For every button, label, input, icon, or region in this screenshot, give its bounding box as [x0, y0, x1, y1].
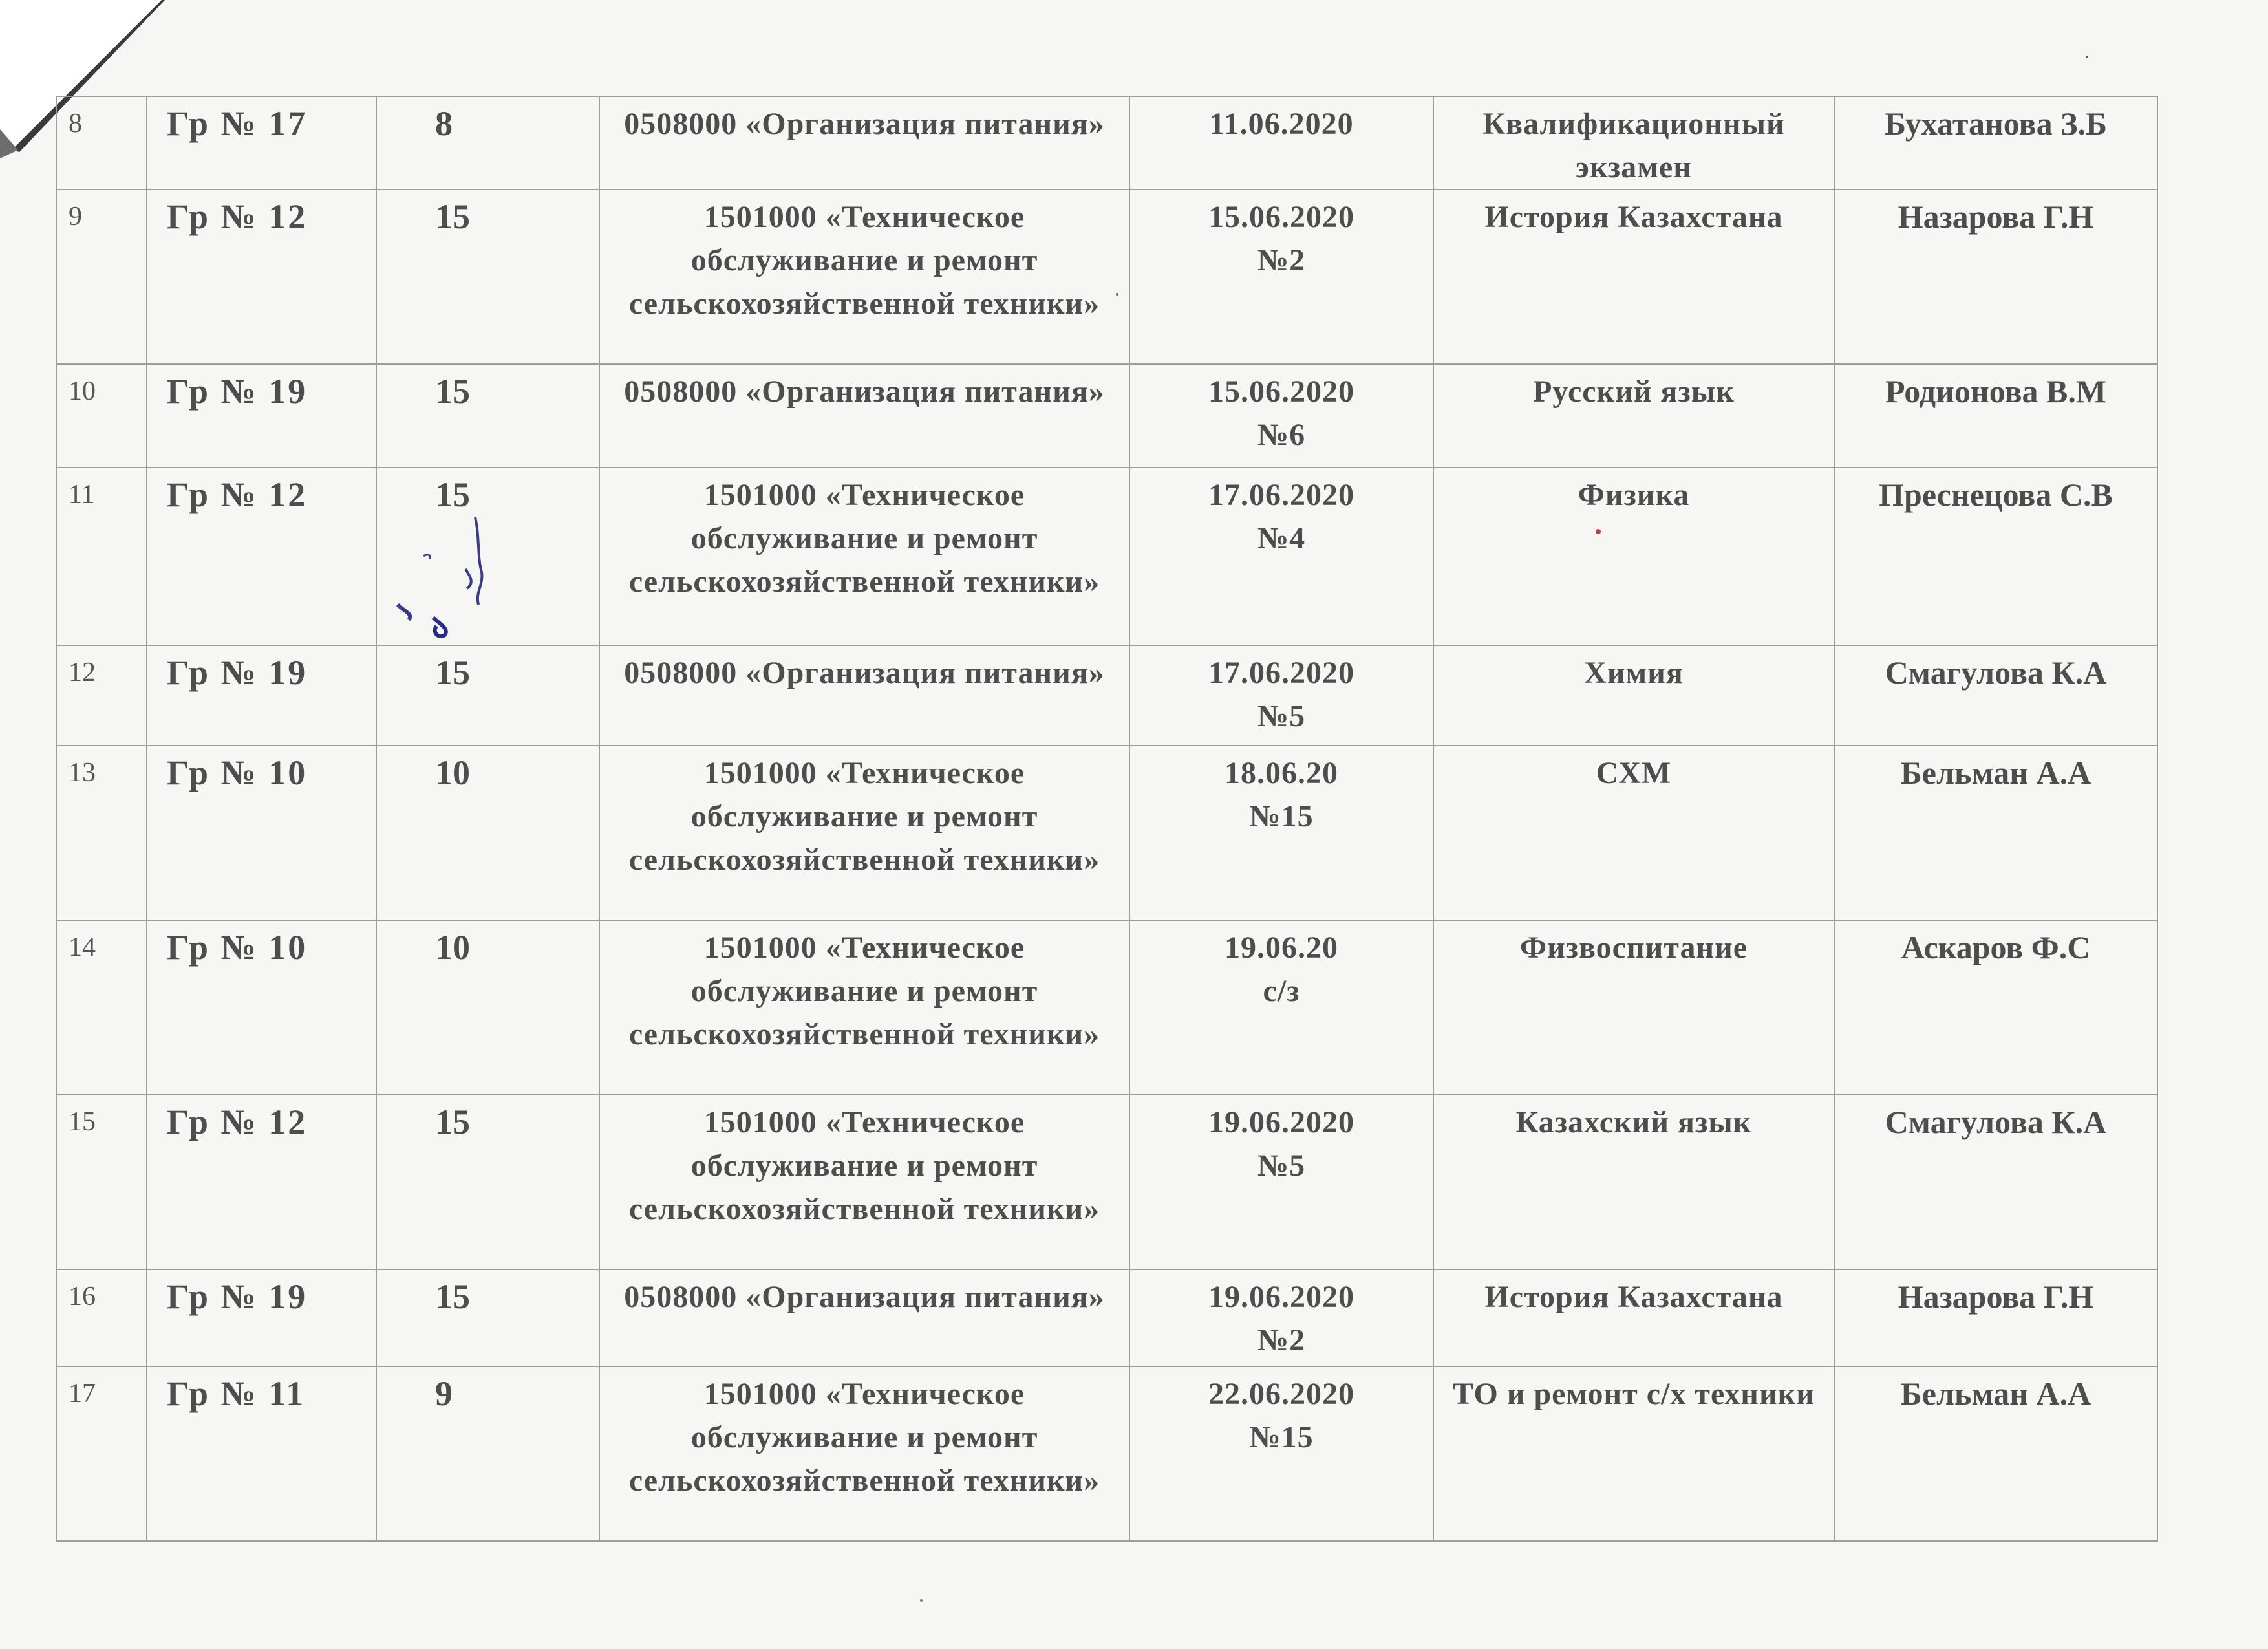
- teacher-cell: Бельман А.А: [1834, 746, 2157, 920]
- subject-cell: Физика: [1433, 468, 1834, 645]
- specialty-cell: 1501000 «Техническое обслуживание и ремонт сельскохозяйственной техники»: [599, 920, 1129, 1095]
- student-count-cell: 15: [376, 468, 599, 645]
- exam-date: 22.06.2020: [1208, 1377, 1354, 1411]
- specialty-cell: 0508000 «Организация питания»: [599, 96, 1129, 189]
- group-cell: Гр № 10: [147, 920, 376, 1095]
- student-count-cell: 15: [376, 1269, 599, 1366]
- table-row: [56, 920, 2157, 1095]
- table-row: [56, 1095, 2157, 1269]
- table-row: [56, 468, 2157, 645]
- student-count-cell: 15: [376, 364, 599, 468]
- exam-room: №2: [1257, 243, 1306, 277]
- teacher-cell: Назарова Г.Н: [1834, 1269, 2157, 1366]
- group-cell: Гр № 19: [147, 1269, 376, 1366]
- row-number: 12: [56, 645, 147, 746]
- exam-date: 11.06.2020: [1209, 107, 1354, 141]
- group-cell: Гр № 12: [147, 189, 376, 364]
- specialty-cell: 1501000 «Техническое обслуживание и ремонт сельскохозяйственной техники»: [599, 1366, 1129, 1541]
- table-row: [56, 189, 2157, 364]
- table-row: [56, 746, 2157, 920]
- row-number: 11: [56, 468, 147, 645]
- subject-cell: СХМ: [1433, 746, 1834, 920]
- exam-date: 19.06.20: [1225, 931, 1338, 965]
- exam-room: №15: [1249, 1420, 1314, 1454]
- exam-room: с/з: [1263, 974, 1300, 1008]
- table-row: [56, 364, 2157, 468]
- table-row: [56, 645, 2157, 746]
- date-cell: [1129, 468, 1433, 645]
- student-count-cell: 10: [376, 746, 599, 920]
- exam-date: 17.06.2020: [1208, 656, 1354, 690]
- teacher-cell: Смагулова К.А: [1834, 1095, 2157, 1269]
- date-cell: [1129, 364, 1433, 468]
- row-number: 14: [56, 920, 147, 1095]
- subject-cell: ТО и ремонт с/х техники: [1433, 1366, 1834, 1541]
- student-count-cell: 8: [376, 96, 599, 189]
- student-count-cell: 15: [376, 189, 599, 364]
- row-number: 13: [56, 746, 147, 920]
- exam-room: №4: [1257, 521, 1306, 555]
- row-number: 17: [56, 1366, 147, 1541]
- date-cell: [1129, 746, 1433, 920]
- row-number: 15: [56, 1095, 147, 1269]
- subject-cell: Химия: [1433, 645, 1834, 746]
- date-cell: [1129, 645, 1433, 746]
- specialty-cell: 0508000 «Организация питания»: [599, 1269, 1129, 1366]
- date-cell: [1129, 1366, 1433, 1541]
- group-cell: Гр № 17: [147, 96, 376, 189]
- date-cell: [1129, 96, 1433, 189]
- teacher-cell: Назарова Г.Н: [1834, 189, 2157, 364]
- group-cell: Гр № 12: [147, 468, 376, 645]
- specialty-cell: 0508000 «Организация питания»: [599, 645, 1129, 746]
- teacher-cell: Смагулова К.А: [1834, 645, 2157, 746]
- table-row: [56, 1366, 2157, 1541]
- teacher-cell: Бельман А.А: [1834, 1366, 2157, 1541]
- group-cell: Гр № 19: [147, 364, 376, 468]
- subject-cell: Русский язык: [1433, 364, 1834, 468]
- row-number: 16: [56, 1269, 147, 1366]
- exam-date: 19.06.2020: [1208, 1105, 1354, 1139]
- specialty-cell: 0508000 «Организация питания»: [599, 364, 1129, 468]
- date-cell: [1129, 189, 1433, 364]
- exam-room: №6: [1257, 418, 1306, 452]
- group-cell: Гр № 10: [147, 746, 376, 920]
- teacher-cell: Преснецова С.В: [1834, 468, 2157, 645]
- exam-room: №5: [1257, 699, 1306, 733]
- table-row: [56, 1269, 2157, 1366]
- exam-date: 15.06.2020: [1208, 200, 1354, 234]
- group-cell: Гр № 11: [147, 1366, 376, 1541]
- group-cell: Гр № 12: [147, 1095, 376, 1269]
- date-cell: [1129, 1269, 1433, 1366]
- teacher-cell: Аскаров Ф.С: [1834, 920, 2157, 1095]
- subject-cell: Казахский язык: [1433, 1095, 1834, 1269]
- specialty-cell: 1501000 «Техническое обслуживание и ремонт сельскохозяйственной техники»: [599, 746, 1129, 920]
- exam-room: №2: [1257, 1323, 1306, 1357]
- subject-cell: Физвоспитание: [1433, 920, 1834, 1095]
- subject-cell: История Казахстана: [1433, 1269, 1834, 1366]
- exam-date: 18.06.20: [1225, 756, 1338, 790]
- specialty-cell: 1501000 «Техническое обслуживание и ремонт сельскохозяйственной техники»: [599, 468, 1129, 645]
- exam-room: №5: [1257, 1148, 1306, 1183]
- exam-date: 15.06.2020: [1208, 374, 1354, 409]
- teacher-cell: Родионова В.М: [1834, 364, 2157, 468]
- date-cell: [1129, 1095, 1433, 1269]
- exam-date: 17.06.2020: [1208, 478, 1354, 512]
- exam-date: 19.06.2020: [1208, 1280, 1354, 1314]
- group-cell: Гр № 19: [147, 645, 376, 746]
- student-count-cell: 15: [376, 645, 599, 746]
- specialty-cell: 1501000 «Техническое обслуживание и ремонт сельскохозяйственной техники»: [599, 1095, 1129, 1269]
- student-count-cell: 9: [376, 1366, 599, 1541]
- student-count-cell: 10: [376, 920, 599, 1095]
- table-row: [56, 96, 2157, 189]
- specialty-cell: 1501000 «Техническое обслуживание и ремонт сельскохозяйственной техники»: [599, 189, 1129, 364]
- row-number: 8: [56, 96, 147, 189]
- date-cell: [1129, 920, 1433, 1095]
- row-number: 9: [56, 189, 147, 364]
- subject-cell: История Казахстана: [1433, 189, 1834, 364]
- student-count-cell: 15: [376, 1095, 599, 1269]
- subject-cell: Квалификационный экзамен: [1433, 96, 1834, 189]
- teacher-cell: Бухатанова З.Б: [1834, 96, 2157, 189]
- exam-room: №15: [1249, 799, 1314, 834]
- row-number: 10: [56, 364, 147, 468]
- exam-schedule-table: [56, 96, 2158, 1542]
